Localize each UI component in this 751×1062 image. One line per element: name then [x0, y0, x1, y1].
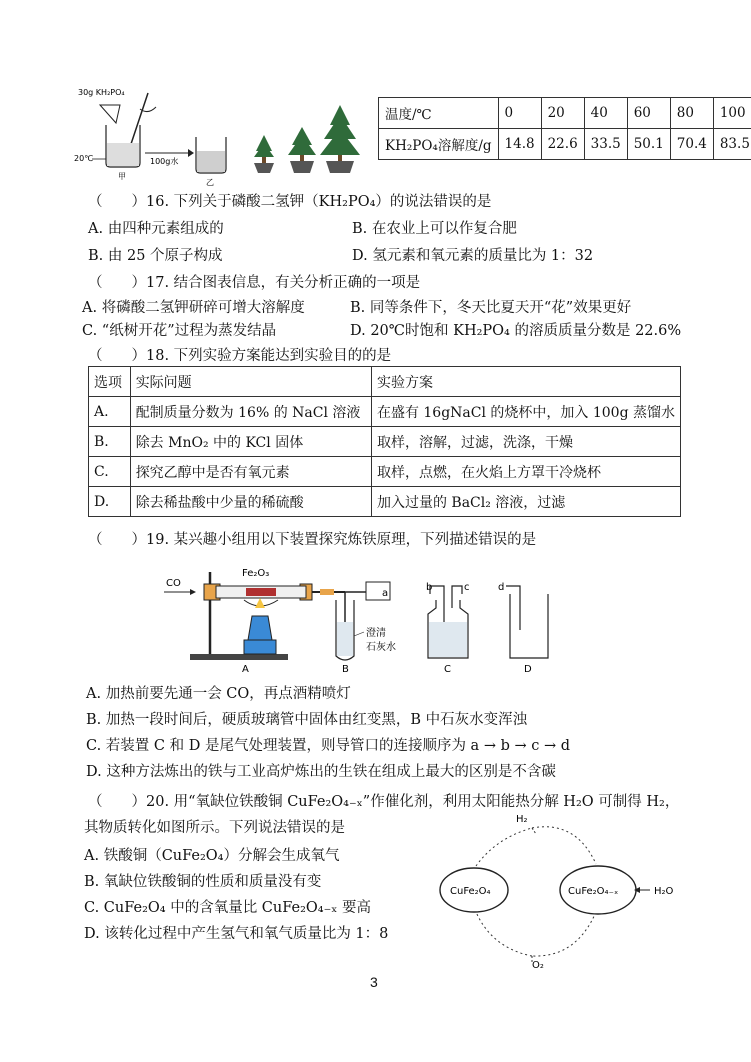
- solubility-cell: 33.5: [584, 129, 627, 160]
- q17-option-a: A. 将磷酸二氢钾研碎可增大溶解度: [82, 300, 305, 316]
- q18-header-row: [89, 367, 681, 397]
- row-plan: 在盛有 16gNaCl 的烧杯中，加入 100g 蒸馏水: [371, 397, 680, 427]
- port-d-label: d: [498, 582, 505, 593]
- fe2o3-label: Fe₂O₃: [242, 568, 270, 579]
- h2-label: H₂: [516, 814, 528, 825]
- q20-stem-line2: 其物质转化如图所示。下列说法错误的是: [84, 820, 345, 836]
- port-c-label: c: [464, 582, 470, 593]
- row-option: C.: [89, 457, 131, 487]
- port-a-label: a: [382, 588, 389, 599]
- q16-option-d: D. 氢元素和氧元素的质量比为 1：32: [352, 248, 594, 264]
- apparatus-c-label: C: [444, 664, 451, 675]
- temp-cell: 20: [541, 98, 584, 129]
- limewater-label-1: 澄清: [366, 628, 386, 639]
- table-row: [89, 487, 681, 517]
- iron-smelting-apparatus: [160, 560, 570, 675]
- q17-option-d: D. 20℃时饱和 KH₂PO₄ 的溶质质量分数是 22.6%: [350, 323, 682, 339]
- header-plan: 实验方案: [371, 367, 680, 397]
- temp-cell: 100: [713, 98, 751, 129]
- temperature-header: 温度/℃: [379, 98, 499, 129]
- solubility-header: KH₂PO₄溶解度/g: [379, 129, 499, 160]
- solubility-cell: 22.6: [541, 129, 584, 160]
- q19-option-d: D. 这种方法炼出的铁与工业高炉炼出的生铁在组成上最大的区别是不含碳: [86, 764, 556, 780]
- row-option: D.: [89, 487, 131, 517]
- q19-option-a: A. 加热前要先通一会 CO，再点酒精喷灯: [86, 686, 351, 702]
- row-plan: 取样，溶解，过滤，洗涤，干燥: [371, 427, 680, 457]
- apparatus-b-label: B: [342, 664, 349, 675]
- row-option: A.: [89, 397, 131, 427]
- apparatus-d-label: D: [524, 664, 532, 675]
- conversion-cycle-diagram: [436, 808, 686, 973]
- q19-option-c: C. 若装置 C 和 D 是尾气处理装置，则导管口的连接顺序为 a → b → c → d: [86, 738, 570, 754]
- solubility-cell: 70.4: [670, 129, 713, 160]
- temperature-row: [379, 98, 751, 129]
- apparatus-a-label: A: [242, 664, 249, 675]
- q16-option-c: B. 由 25 个原子构成: [88, 248, 223, 264]
- port-b-label: b: [426, 582, 433, 593]
- limewater-label-2: 石灰水: [366, 642, 396, 653]
- solubility-cell: 50.1: [627, 129, 670, 160]
- solubility-row: [379, 129, 751, 160]
- temp-label: 20℃: [74, 154, 94, 163]
- temp-cell: 0: [498, 98, 541, 129]
- row-plan: 取样，点燃，在火焰上方罩干冷烧杯: [371, 457, 680, 487]
- row-problem: 除去稀盐酸中少量的稀硫酸: [130, 487, 371, 517]
- q20-option-d: D. 该转化过程中产生氢气和氧气质量比为 1：8: [84, 926, 389, 942]
- q19-option-b: B. 加热一段时间后，硬质玻璃管中固体由红变黑，B 中石灰水变浑浊: [86, 712, 528, 728]
- table-row: [89, 457, 681, 487]
- table-row: [89, 397, 681, 427]
- o2-label: O₂: [532, 960, 544, 971]
- crystallization-figure: [70, 85, 370, 190]
- co-label: CO: [166, 578, 181, 589]
- water-label: 100g水: [150, 157, 179, 166]
- q20-option-c: C. CuFe₂O₄ 中的含氧量比 CuFe₂O₄₋ₓ 要高: [84, 900, 372, 916]
- q20-stem-line1: （ ）20. 用“氧缺位铁酸铜 CuFe₂O₄₋ₓ”作催化剂，利用太阳能热分解 H₂O 可制得 H₂，: [88, 794, 680, 810]
- cufe2o4-label: CuFe₂O₄: [450, 886, 491, 897]
- label-yi: 乙: [206, 178, 214, 187]
- temp-cell: 60: [627, 98, 670, 129]
- row-problem: 除去 MnO₂ 中的 KCl 固体: [130, 427, 371, 457]
- q16-option-a: A. 由四种元素组成的: [88, 221, 224, 237]
- row-problem: 配制质量分数为 16% 的 NaCl 溶液: [130, 397, 371, 427]
- temp-cell: 80: [670, 98, 713, 129]
- q19-stem: （ ）19. 某兴趣小组用以下装置探究炼铁原理，下列描述错误的是: [88, 532, 537, 548]
- header-option: 选项: [89, 367, 131, 397]
- q16-stem: （ ）16. 下列关于磷酸二氢钾（KH₂PO₄）的说法错误的是: [88, 194, 492, 210]
- q17-stem: （ ）17. 结合图表信息，有关分析正确的一项是: [88, 275, 421, 291]
- kh2po4-label: 30g KH₂PO₄: [78, 88, 125, 97]
- row-problem: 探究乙醇中是否有氧元素: [130, 457, 371, 487]
- header-problem: 实际问题: [130, 367, 371, 397]
- q17-option-c: C. “纸树开花”过程为蒸发结晶: [82, 323, 277, 339]
- solubility-cell: 83.5: [713, 129, 751, 160]
- q20-option-a: A. 铁酸铜（CuFe₂O₄）分解会生成氧气: [84, 848, 340, 864]
- q18-table: [88, 366, 681, 517]
- page-number: 3: [370, 974, 378, 990]
- table-row: [89, 427, 681, 457]
- row-plan: 加入过量的 BaCl₂ 溶液，过滤: [371, 487, 680, 517]
- q16-option-b: B. 在农业上可以作复合肥: [352, 221, 517, 237]
- row-option: B.: [89, 427, 131, 457]
- q20-option-b: B. 氧缺位铁酸铜的性质和质量没有变: [84, 874, 322, 890]
- solubility-table: [378, 97, 751, 160]
- temp-cell: 40: [584, 98, 627, 129]
- solubility-cell: 14.8: [498, 129, 541, 160]
- cufe2o4x-label: CuFe₂O₄₋ₓ: [568, 886, 619, 897]
- q18-stem: （ ）18. 下列实验方案能达到实验目的的是: [88, 348, 392, 364]
- label-jia: 甲: [118, 172, 126, 181]
- h2o-label: H₂O: [654, 886, 674, 897]
- q17-option-b: B. 同等条件下，冬天比夏天开“花”效果更好: [350, 300, 632, 316]
